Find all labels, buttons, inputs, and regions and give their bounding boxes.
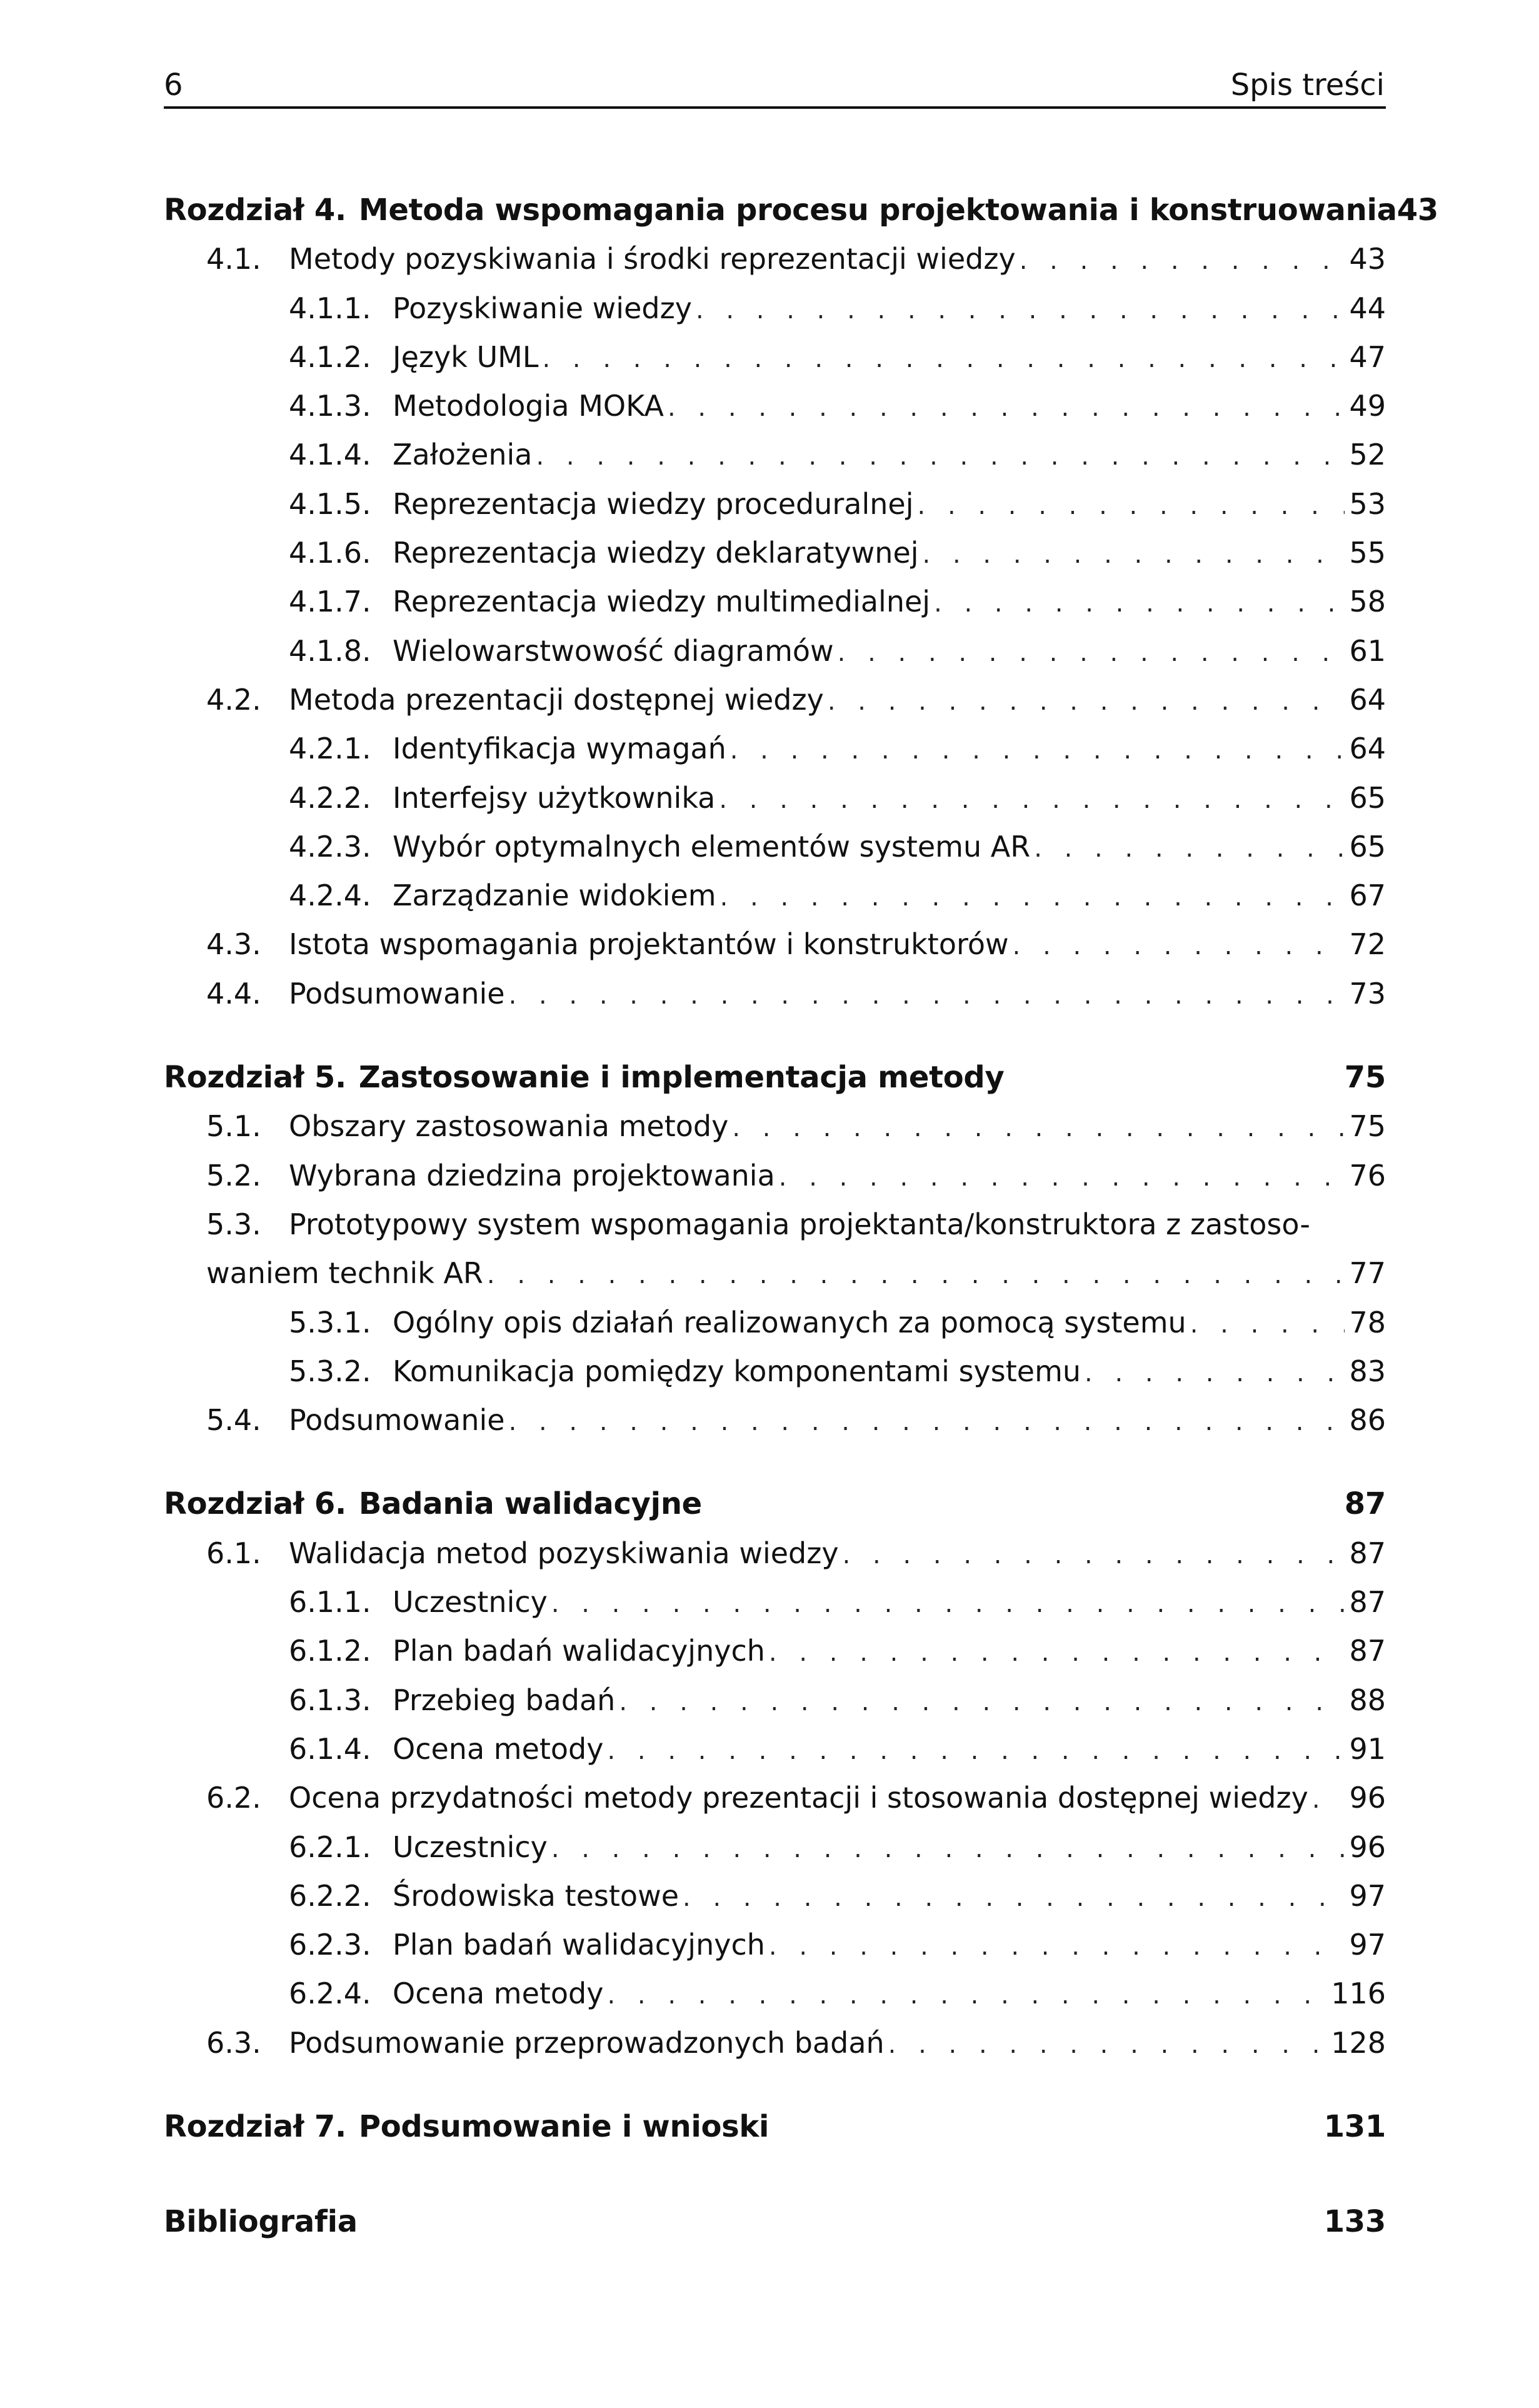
entry-number: 5.3.1. (289, 1305, 371, 1339)
entry-title: Język UML (393, 340, 539, 374)
dot-leader (888, 2026, 1328, 2063)
dot-leader (668, 389, 1345, 426)
dot-leader (732, 1109, 1345, 1147)
entry-title: Ocena metody (393, 1977, 604, 2011)
toc-subsection-entry[interactable] (164, 387, 1386, 436)
toc-section-entry[interactable] (164, 1107, 1386, 1156)
toc-subsection-entry[interactable] (164, 436, 1386, 485)
entry-title: Prototypowy system wspomagania projektanta/konstruktora z zastoso- (289, 1207, 1310, 1241)
entry-number: 6.2.4. (289, 1977, 371, 2011)
entry-number: 5.1. (206, 1109, 261, 1144)
entry-page-number: 97 (1349, 1928, 1386, 1962)
entry-title: Pozyskiwanie wiedzy (393, 291, 692, 325)
entry-number: 6.1.1. (289, 1585, 371, 1620)
entry-page-number: 75 (1344, 1060, 1386, 1096)
running-head (164, 68, 1385, 105)
entry-page-number: 87 (1344, 1486, 1386, 1522)
toc-section-entry[interactable] (164, 2024, 1386, 2073)
toc-chapter-entry[interactable] (164, 1059, 1386, 1107)
entry-page-number: 116 (1331, 1977, 1386, 2011)
entry-number: 6.3. (206, 2025, 261, 2060)
dot-leader (509, 977, 1345, 1014)
entry-number: 4.1.8. (289, 633, 371, 668)
dot-leader (551, 1830, 1345, 1868)
entry-page-number: 55 (1349, 536, 1386, 570)
toc-subsection-entry[interactable] (164, 290, 1386, 338)
entry-page-number: 73 (1349, 976, 1386, 1010)
entry-title: Bibliografia (164, 2204, 358, 2240)
dot-leader (843, 1536, 1345, 1574)
entry-number: Rozdział 4. (164, 193, 346, 228)
entry-number: 6.1.2. (289, 1634, 371, 1668)
toc-chapter-entry[interactable] (164, 1485, 1386, 1534)
entry-page-number: 133 (1323, 2204, 1386, 2240)
entry-number: 6.2.1. (289, 1830, 371, 1864)
entry-title: Metodologia MOKA (393, 389, 664, 423)
entry-number: 5.4. (206, 1403, 261, 1438)
entry-title: Komunikacja pomiędzy komponentami systemu (393, 1354, 1081, 1388)
entry-number: Rozdział 7. (164, 2108, 346, 2144)
entry-number: 4.1.7. (289, 585, 371, 619)
entry-title: Metoda prezentacji dostępnej wiedzy (289, 682, 824, 717)
toc-subsection-entry[interactable] (164, 1926, 1386, 1975)
entry-page-number: 61 (1349, 633, 1386, 668)
entry-page-number: 88 (1349, 1683, 1386, 1717)
dot-leader (1085, 1354, 1345, 1392)
toc-section-entry[interactable] (164, 240, 1386, 289)
entry-title: Uczestnicy (393, 1585, 548, 1620)
entry-page-number: 91 (1349, 1731, 1386, 1766)
entry-number: 6.2.2. (289, 1878, 371, 1913)
entry-page-number: 96 (1349, 1830, 1386, 1864)
entry-title: Uczestnicy (393, 1830, 548, 1864)
dot-leader (934, 585, 1345, 622)
entry-title: Ocena przydatności metody prezentacji i stosowania dostępnej wiedzy (289, 1781, 1308, 1815)
entry-number: 6.2.3. (289, 1928, 371, 1962)
entry-title: Podsumowanie przeprowadzonych badań (289, 2025, 885, 2060)
dot-leader (509, 1403, 1345, 1441)
toc-subsection-entry[interactable] (164, 1304, 1386, 1353)
entry-title: Wybrana dziedzina projektowania (289, 1158, 775, 1192)
entry-page-number: 86 (1349, 1403, 1386, 1438)
dot-leader (1020, 242, 1345, 280)
entry-title: Podsumowanie i wnioski (358, 2108, 770, 2144)
entry-number: 5.2. (206, 1158, 261, 1192)
entry-number: 4.1.5. (289, 486, 371, 521)
dot-leader (769, 1634, 1345, 1671)
dot-leader (923, 536, 1345, 573)
entry-title: Podsumowanie (289, 976, 505, 1010)
entry-title: Założenia (393, 438, 533, 472)
toc-section-entry[interactable] (164, 681, 1386, 730)
dot-leader (838, 634, 1345, 672)
entry-title: Środowiska testowe (393, 1878, 679, 1913)
toc-chapter-entry[interactable] (164, 2203, 1386, 2252)
toc-section-entry[interactable] (164, 975, 1386, 1024)
dot-leader (1034, 830, 1345, 867)
dot-leader (719, 781, 1345, 819)
entry-number: 4.1.4. (289, 438, 371, 472)
toc-section-entry[interactable] (164, 1534, 1386, 1583)
entry-title: Plan badań walidacyjnych (393, 1928, 765, 1962)
toc-subsection-entry[interactable] (164, 1353, 1386, 1401)
dot-leader (607, 1977, 1327, 2014)
entry-page-number: 52 (1349, 438, 1386, 472)
entry-page-number: 47 (1349, 340, 1386, 374)
toc-subsection-entry[interactable] (164, 1730, 1386, 1779)
entry-page-number: 72 (1349, 927, 1386, 962)
dot-leader (720, 879, 1345, 916)
entry-page-number: 49 (1349, 389, 1386, 423)
toc-chapter-entry[interactable] (164, 191, 1438, 240)
toc-subsection-entry[interactable] (164, 338, 1386, 387)
toc-subsection-entry[interactable] (164, 828, 1386, 877)
header-rule (164, 106, 1386, 109)
entry-page-number: 128 (1331, 2025, 1386, 2060)
toc-section-entry[interactable] (164, 1206, 1386, 1254)
entry-title: Reprezentacja wiedzy multimedialnej (393, 585, 931, 619)
dot-leader (1312, 1781, 1345, 1818)
dot-leader (779, 1159, 1345, 1196)
entry-page-number: 43 (1349, 242, 1386, 276)
entry-number: 6.1. (206, 1536, 261, 1570)
entry-number: 4.1.3. (289, 389, 371, 423)
entry-number: 5.3.2. (289, 1354, 371, 1388)
dot-leader (1190, 1306, 1345, 1343)
entry-number: 6.2. (206, 1781, 261, 1815)
entry-title: Obszary zastosowania metody (289, 1109, 729, 1144)
entry-number: 4.1.2. (289, 340, 371, 374)
dot-leader (487, 1256, 1345, 1294)
entry-page-number: 87 (1349, 1536, 1386, 1570)
entry-number: 4.1.1. (289, 291, 371, 325)
entry-number: 5.3. (206, 1207, 261, 1241)
running-title: Spis treści (1230, 68, 1385, 103)
entry-page-number: 131 (1323, 2108, 1386, 2144)
entry-number: 4.4. (206, 976, 261, 1010)
entry-number: 6.1.3. (289, 1683, 371, 1717)
entry-title-continuation: waniem technik AR (206, 1256, 483, 1291)
dot-leader (619, 1683, 1345, 1721)
entry-number: Rozdział 6. (164, 1486, 346, 1522)
entry-page-number: 67 (1349, 879, 1386, 913)
dot-leader (828, 683, 1345, 720)
dot-leader (536, 438, 1345, 475)
toc-subsection-entry[interactable] (164, 1681, 1386, 1730)
entry-page-number: 64 (1349, 682, 1386, 717)
entry-page-number: 75 (1349, 1109, 1386, 1144)
entry-title: Interfejsy użytkownika (393, 780, 716, 815)
entry-page-number: 96 (1349, 1781, 1386, 1815)
entry-number: 4.1. (206, 242, 261, 276)
entry-title: Wybór optymalnych elementów systemu AR (393, 829, 1031, 864)
toc-section-entry[interactable] (164, 1779, 1386, 1828)
toc-chapter-entry[interactable] (164, 2108, 1386, 2157)
entry-page-number: 64 (1349, 732, 1386, 766)
toc-section-entry[interactable] (164, 1157, 1386, 1206)
entry-title: Wielowarstwowość diagramów (393, 633, 834, 668)
entry-page-number: 78 (1349, 1305, 1386, 1339)
entry-title: Badania walidacyjne (358, 1486, 702, 1522)
dot-leader (1013, 927, 1345, 965)
entry-title: Zarządzanie widokiem (393, 879, 716, 913)
dot-leader (607, 1732, 1345, 1770)
entry-page-number: 53 (1349, 486, 1386, 521)
entry-page-number: 76 (1349, 1158, 1386, 1192)
toc-subsection-entry[interactable] (164, 1877, 1386, 1926)
entry-number: 4.3. (206, 927, 261, 962)
toc-subsection-entry[interactable] (164, 1632, 1386, 1681)
entry-title: Walidacja metod pozyskiwania wiedzy (289, 1536, 839, 1570)
entry-page-number: 65 (1349, 829, 1386, 864)
toc-subsection-entry[interactable] (164, 485, 1386, 534)
toc-subsection-entry[interactable] (164, 730, 1386, 778)
entry-page-number: 65 (1349, 780, 1386, 815)
entry-page-number: 77 (1349, 1256, 1386, 1291)
entry-page-number: 87 (1349, 1585, 1386, 1620)
entry-page-number: 87 (1349, 1634, 1386, 1668)
entry-title: Reprezentacja wiedzy proceduralnej (393, 486, 914, 521)
page-number: 6 (164, 68, 183, 103)
dot-leader (683, 1879, 1345, 1917)
entry-number: 4.1.6. (289, 536, 371, 570)
entry-title: Ogólny opis działań realizowanych za pomocą systemu (393, 1305, 1186, 1339)
toc-subsection-entry[interactable] (164, 1828, 1386, 1877)
entry-title: Istota wspomagania projektantów i konstruktorów (289, 927, 1009, 962)
entry-page-number: 44 (1349, 291, 1386, 325)
toc-subsection-entry[interactable] (164, 779, 1386, 828)
toc-subsection-entry[interactable] (164, 877, 1386, 925)
entry-title: Zastosowanie i implementacja metody (358, 1060, 1005, 1096)
entry-number: 6.1.4. (289, 1731, 371, 1766)
table-of-contents (164, 191, 1438, 2252)
entry-number: Rozdział 5. (164, 1060, 346, 1096)
entry-title: Metody pozyskiwania i środki reprezentacji wiedzy (289, 242, 1016, 276)
entry-page-number: 43 (1396, 193, 1438, 228)
entry-title: Ocena metody (393, 1731, 604, 1766)
dot-leader (730, 732, 1345, 769)
toc-section-entry[interactable] (164, 1401, 1386, 1450)
toc-subsection-entry[interactable] (164, 1975, 1386, 2023)
entry-title: Identyfikacja wymagań (393, 732, 726, 766)
toc-section-entry[interactable] (164, 925, 1386, 974)
entry-title: Podsumowanie (289, 1403, 505, 1438)
entry-page-number: 83 (1349, 1354, 1386, 1388)
entry-title: Przebieg badań (393, 1683, 616, 1717)
entry-number: 4.2.2. (289, 780, 371, 815)
entry-title: Reprezentacja wiedzy deklaratywnej (393, 536, 919, 570)
dot-leader (918, 487, 1345, 525)
entry-title: Metoda wspomagania procesu projektowania i konstruowania (358, 193, 1397, 228)
toc-subsection-entry[interactable] (164, 1583, 1386, 1632)
toc-subsection-entry[interactable] (164, 583, 1386, 632)
dot-leader (769, 1928, 1345, 1965)
entry-number: 4.2.4. (289, 879, 371, 913)
entry-number: 4.2.3. (289, 829, 371, 864)
entry-number: 4.2. (206, 682, 261, 717)
toc-subsection-entry[interactable] (164, 632, 1386, 681)
dot-leader (696, 291, 1345, 329)
toc-entry-continuation[interactable] (164, 1254, 1386, 1303)
dot-leader (542, 340, 1345, 378)
entry-title: Plan badań walidacyjnych (393, 1634, 765, 1668)
dot-leader (551, 1585, 1345, 1623)
entry-page-number: 58 (1349, 585, 1386, 619)
entry-number: 4.2.1. (289, 732, 371, 766)
toc-subsection-entry[interactable] (164, 534, 1386, 583)
entry-page-number: 97 (1349, 1878, 1386, 1913)
